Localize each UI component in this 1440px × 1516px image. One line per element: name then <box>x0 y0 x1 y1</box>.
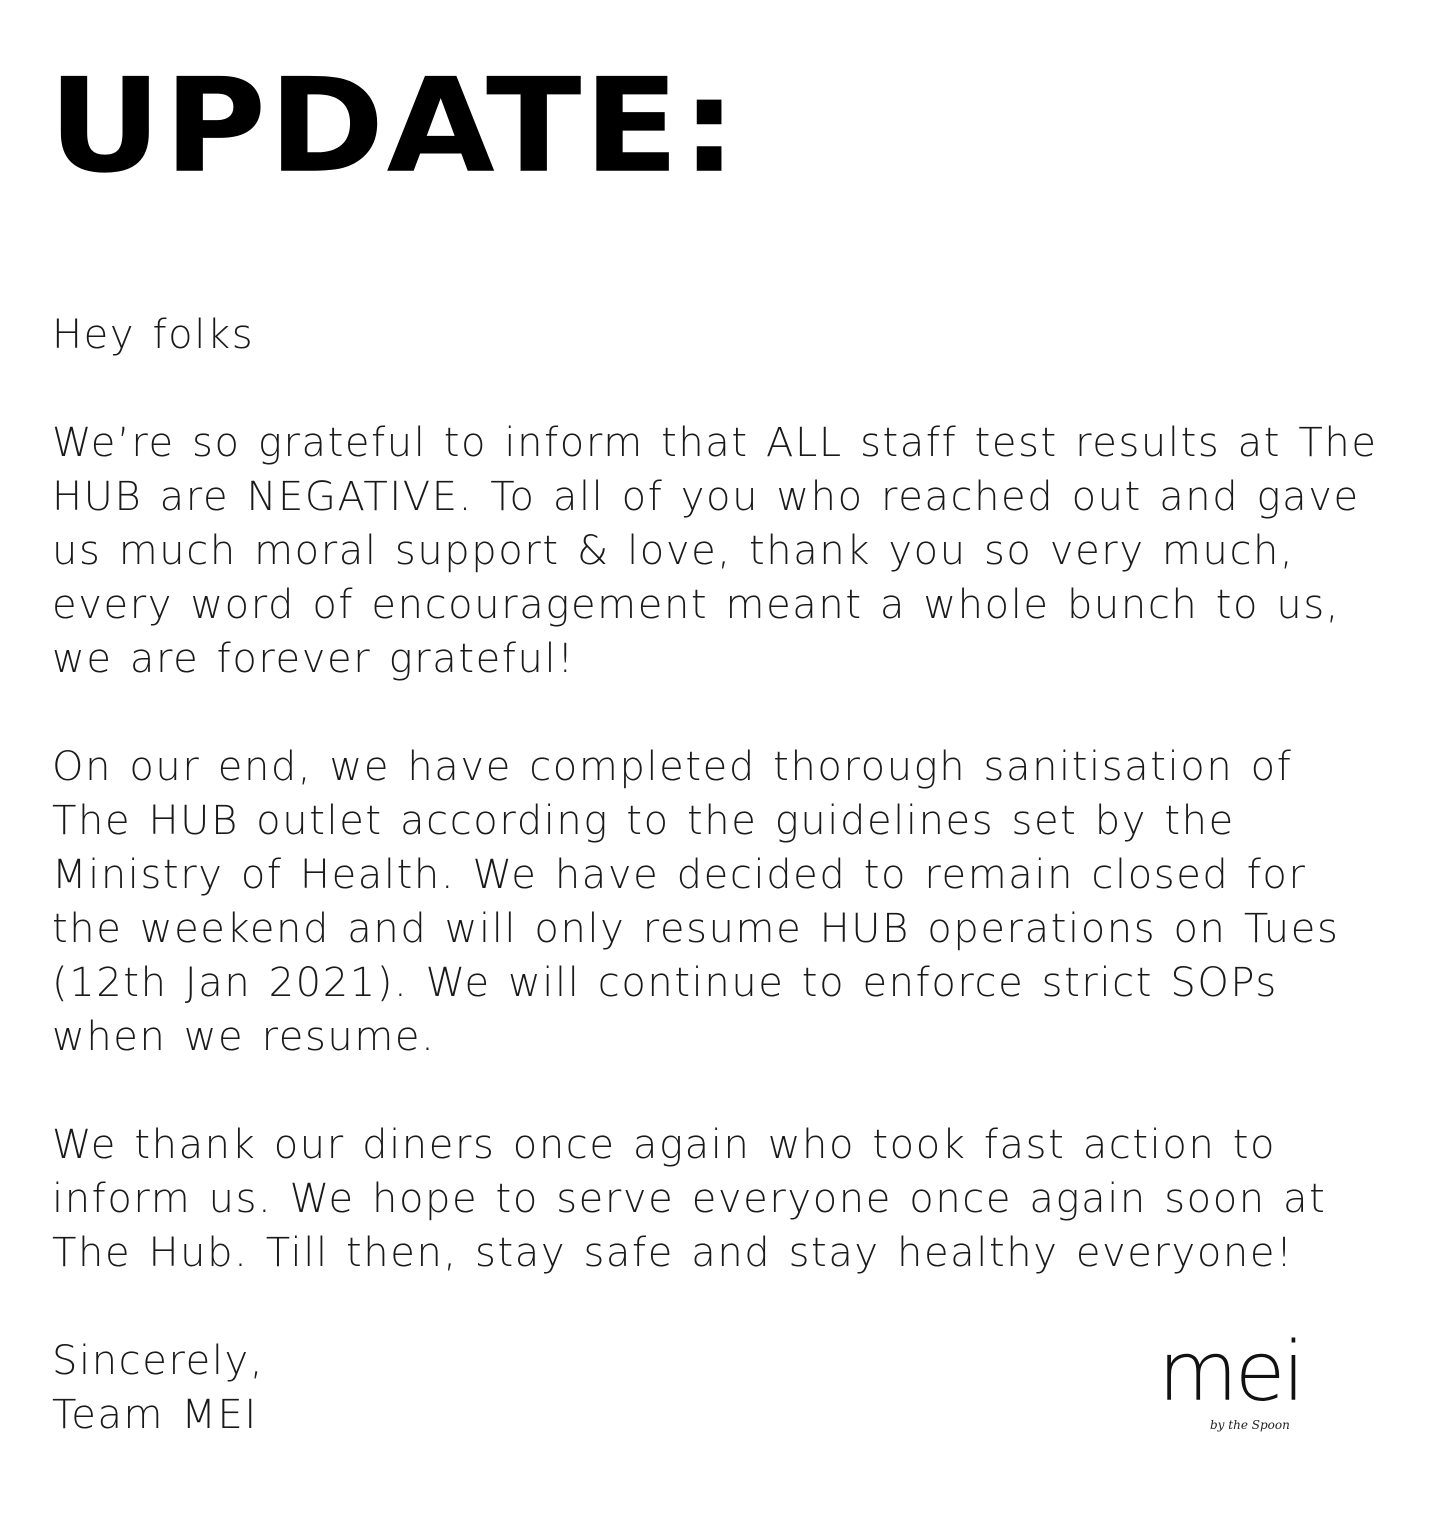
brand-logo <box>1152 1325 1312 1442</box>
paragraph-test-results <box>52 416 1422 686</box>
text-line: us much moral support & love, thank you so very much, <box>52 528 1295 574</box>
text-line: we are forever grateful! <box>52 636 575 682</box>
paragraph-thanks <box>52 1118 1422 1280</box>
text-line: HUB are NEGATIVE. To all of you who reached out and gave <box>52 474 1360 520</box>
greeting: Hey folks <box>52 312 255 358</box>
text-line: The HUB outlet according to the guidelines set by the <box>52 798 1235 844</box>
page-title: UPDATE: <box>48 50 740 203</box>
text-line: every word of encouragement meant a whole bunch to us, <box>52 582 1341 628</box>
text-line: Ministry of Health. We have decided to remain closed for <box>52 852 1307 898</box>
text-line: The Hub. Till then, stay safe and stay healthy everyone! <box>52 1230 1294 1276</box>
paragraph-sanitisation <box>52 740 1422 1064</box>
signature: Team MEI <box>52 1392 258 1438</box>
logo-wordmark: mei <box>1158 1325 1303 1420</box>
text-line: We thank our diners once again who took fast action to <box>52 1122 1277 1168</box>
text-line: On our end, we have completed thorough sanitisation of <box>52 744 1293 790</box>
text-line: inform us. We hope to serve everyone once again soon at <box>52 1176 1327 1222</box>
text-line: (12th Jan 2021). We will continue to enforce strict SOPs <box>52 960 1278 1006</box>
text-line: the weekend and will only resume HUB operations on Tues <box>52 906 1340 952</box>
text-line: when we resume. <box>52 1014 436 1060</box>
text-line: We’re so grateful to inform that ALL staff test results at The <box>52 420 1378 466</box>
logo-tagline: by the Spoon <box>1210 1418 1290 1432</box>
closing: Sincerely, <box>52 1338 265 1384</box>
letter-body <box>52 308 1422 1442</box>
